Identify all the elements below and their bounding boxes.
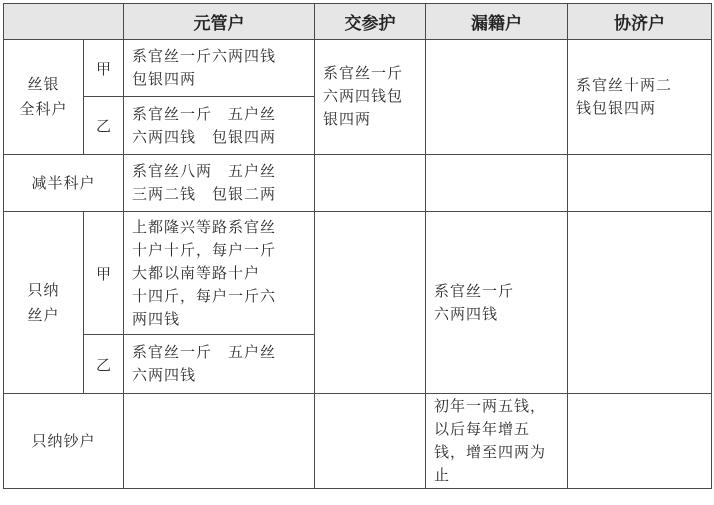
table-row — [4, 155, 712, 212]
subtype-yi: 乙 — [84, 97, 124, 155]
table-row — [4, 212, 712, 335]
category-jianban: 减半科户 — [4, 155, 124, 212]
cell-zhinasi-yi-yuan: 系官丝一斤 五户丝 六两四钱 — [124, 335, 315, 394]
header-row — [4, 4, 712, 40]
table-row — [4, 40, 712, 97]
cell-siyin-jia-yuan: 系官丝一斤六两四钱 包银四两 — [124, 40, 315, 97]
subtype-jia: 甲 — [84, 40, 124, 97]
category-siyin: 丝银 全科户 — [4, 40, 84, 155]
cell-zhinasi-jia-yuan: 上都隆兴等路系官丝 十户十斤，每户一斤 大都以南等路十户 十四斤，每户一斤六 两四钱 — [124, 212, 315, 335]
cell-jianban-louji — [426, 155, 568, 212]
category-zhina-si: 只纳 丝户 — [4, 212, 84, 394]
cell-zhinasi-jiaocan — [315, 212, 426, 394]
header-louji: 漏籍户 — [426, 4, 568, 40]
corner-cell — [4, 4, 124, 40]
header-yuan: 元管户 — [124, 4, 315, 40]
cell-zhinachao-yuan — [124, 394, 315, 489]
tax-table — [3, 3, 712, 489]
cell-jianban-yuan: 系官丝八两 五户丝 三两二钱 包银二两 — [124, 155, 315, 212]
header-xieji: 协济户 — [568, 4, 712, 40]
cell-zhinachao-louji: 初年一两五钱， 以后每年增五 钱，增至四两为 止 — [426, 394, 568, 489]
subtype-yi: 乙 — [84, 335, 124, 394]
cell-siyin-louji — [426, 40, 568, 155]
cell-siyin-jiaocan: 系官丝一斤 六两四钱包 银四两 — [315, 40, 426, 155]
category-zhina-chao: 只纳钞户 — [4, 394, 124, 489]
cell-zhinasi-louji: 系官丝一斤 六两四钱 — [426, 212, 568, 394]
table-container — [3, 3, 712, 489]
cell-siyin-xieji: 系官丝十两二 钱包银四两 — [568, 40, 712, 155]
header-jiaocan: 交参护 — [315, 4, 426, 40]
cell-zhinasi-xieji — [568, 212, 712, 394]
cell-zhinachao-xieji — [568, 394, 712, 489]
cell-siyin-yi-yuan: 系官丝一斤 五户丝 六两四钱 包银四两 — [124, 97, 315, 155]
cell-jianban-xieji — [568, 155, 712, 212]
table-row — [4, 394, 712, 489]
cell-jianban-jiaocan — [315, 155, 426, 212]
cell-zhinachao-jiaocan — [315, 394, 426, 489]
subtype-jia: 甲 — [84, 212, 124, 335]
